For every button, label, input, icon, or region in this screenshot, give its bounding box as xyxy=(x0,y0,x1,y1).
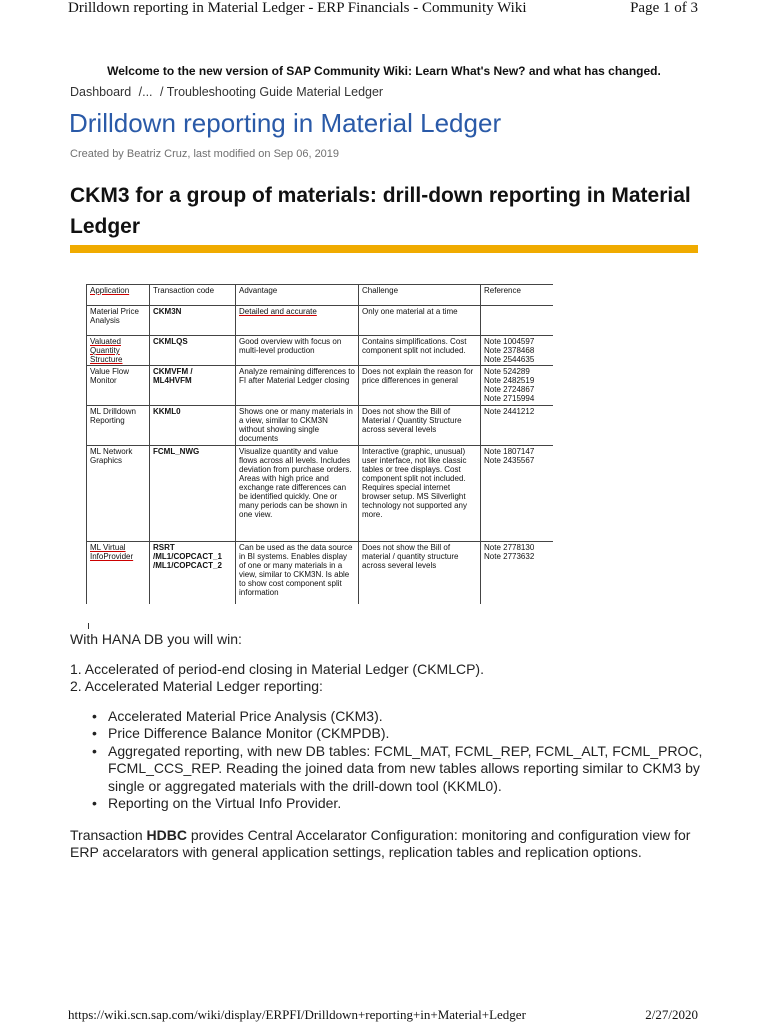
table-cell-challenge: Contains simplifications. Cost component split not included. xyxy=(359,336,481,366)
table-header-application: Application xyxy=(87,285,150,306)
welcome-banner[interactable]: Welcome to the new version of SAP Community Wiki: Learn What's New? and what has changed. xyxy=(107,64,661,78)
table-cell-advantage: Good overview with focus on multi-level production xyxy=(236,336,359,366)
table-cell-application: ML Virtual InfoProvider xyxy=(87,542,150,605)
table-row xyxy=(87,446,554,542)
breadcrumb-troubleshooting-guide[interactable]: / Troubleshooting Guide Material Ledger xyxy=(160,85,384,99)
table-cell-advantage: Analyze remaining differences to FI after Material Ledger closing xyxy=(236,366,359,406)
table-row xyxy=(87,542,554,605)
table-header-transaction-code: Transaction code xyxy=(150,285,236,306)
table-cell-reference: Note 2441212 xyxy=(481,406,554,446)
table-header-reference: Reference xyxy=(481,285,554,306)
breadcrumb xyxy=(70,85,387,99)
list-item: 1. Accelerated of period-end closing in Material Ledger (CKMLCP). xyxy=(70,660,484,677)
table-cell-reference xyxy=(481,306,554,336)
table-header-row xyxy=(87,285,554,306)
table-cell-application: Material Price Analysis xyxy=(87,306,150,336)
table-cell-application: Value Flow Monitor xyxy=(87,366,150,406)
page-title: Drilldown reporting in Material Ledger xyxy=(69,108,502,138)
list-item: • Accelerated Material Price Analysis (CKM3). xyxy=(108,708,710,726)
section-heading: CKM3 for a group of materials: drill-down reporting in Material Ledger xyxy=(70,184,691,238)
table-cell-tcode: CKMLQS xyxy=(150,336,236,366)
page-byline: Created by Beatriz Cruz, last modified on Sep 06, 2019 xyxy=(70,148,340,160)
print-footer-url[interactable]: https://wiki.scn.sap.com/wiki/display/ERPFI/Drilldown+reporting+in+Material+Ledger xyxy=(68,1007,526,1022)
table-cell-tcode: KKML0 xyxy=(150,406,236,446)
table-cell-reference: Note 2778130 Note 2773632 xyxy=(481,542,554,605)
table-cell-application: ML Network Graphics xyxy=(87,446,150,542)
hdbc-paragraph xyxy=(70,827,710,862)
hana-intro: With HANA DB you will win: xyxy=(70,631,242,647)
print-header xyxy=(68,0,698,20)
breadcrumb-ellipsis[interactable]: /... xyxy=(138,85,153,99)
table-row xyxy=(87,336,554,366)
table-cell-challenge: Interactive (graphic, unusual) user interface, not like classic tables or tree displays. Cost component split not included. Requires special internet browser setup. MS Silverlight technology not supported any more. xyxy=(359,446,481,542)
table-row xyxy=(87,406,554,446)
table-row xyxy=(87,306,554,336)
table-header-advantage: Advantage xyxy=(236,285,359,306)
table-cell-reference: Note 1807147 Note 2435567 xyxy=(481,446,554,542)
stray-mark xyxy=(88,623,89,629)
hdbc-prefix: Transaction xyxy=(70,826,147,843)
table-cell-tcode: CKMVFM / ML4HVFM xyxy=(150,366,236,406)
table-cell-reference: Note 1004597 Note 2378468 Note 2544635 xyxy=(481,336,554,366)
table-cell-application: ML Drilldown Reporting xyxy=(87,406,150,446)
table-cell-challenge: Does not show the Bill of material / quantity structure across several levels xyxy=(359,542,481,605)
list-item: • Reporting on the Virtual Info Provider. xyxy=(108,795,710,813)
table-cell-advantage: Shows one or many materials in a view, similar to CKM3N without showing single documents xyxy=(236,406,359,446)
table-cell-reference: Note 524289 Note 2482519 Note 2724867 Note 2715994 xyxy=(481,366,554,406)
bullet-list xyxy=(70,708,710,813)
list-item: 2. Accelerated Material Ledger reporting: xyxy=(70,678,323,694)
table-header-challenge: Challenge xyxy=(359,285,481,306)
numbered-list xyxy=(70,661,710,696)
list-item: • Price Difference Balance Monitor (CKMPDB). xyxy=(108,725,710,743)
print-page-number: Page 1 of 3 xyxy=(630,0,698,16)
heading-rule xyxy=(70,245,698,253)
reporting-tools-table xyxy=(86,284,553,604)
table-cell-challenge: Only one material at a time xyxy=(359,306,481,336)
print-footer-date: 2/27/2020 xyxy=(645,1007,698,1022)
breadcrumb-dashboard[interactable]: Dashboard xyxy=(70,85,132,99)
table-cell-advantage: Can be used as the data source in BI systems. Enables display of one or many materials in a view, similar to CKM3N. Is able to show cost component split information xyxy=(236,542,359,605)
table-cell-tcode: CKM3N xyxy=(150,306,236,336)
hdbc-transaction: HDBC xyxy=(146,826,187,843)
table-cell-tcode: RSRT /ML1/COPCACT_1 /ML1/COPCACT_2 xyxy=(150,542,236,605)
table-cell-application: Valuated Quantity Structure xyxy=(87,336,150,366)
hdbc-description: provides Central Accelarator Configuration: monitoring and configuration view for ERP accelarators with general application settings, replication tables and replication options. xyxy=(70,826,691,860)
table-row xyxy=(87,366,554,406)
table-cell-tcode: FCML_NWG xyxy=(150,446,236,542)
print-header-title: Drilldown reporting in Material Ledger - ERP Financials - Community Wiki xyxy=(68,0,527,16)
table-cell-challenge: Does not show the Bill of Material / Quantity Structure across several levels xyxy=(359,406,481,446)
table-cell-challenge: Does not explain the reason for price differences in general xyxy=(359,366,481,406)
print-footer xyxy=(68,1007,698,1025)
list-item: • Aggregated reporting, with new DB tables: FCML_MAT, FCML_REP, FCML_ALT, FCML_PROC, FCML_CCS_REP. Reading the joined data from new tables allows reporting similar to CKM3 by single or aggregated materials with the drill-down tool (KKML0). xyxy=(108,743,710,796)
page-body xyxy=(70,631,710,862)
table-cell-advantage: Visualize quantity and value flows across all levels. Includes deviation from purchase orders. Areas with high price and exchange rate differences can be identified quickly. One or many periods can be shown in one view. xyxy=(236,446,359,542)
table-cell-advantage: Detailed and accurate xyxy=(236,306,359,336)
